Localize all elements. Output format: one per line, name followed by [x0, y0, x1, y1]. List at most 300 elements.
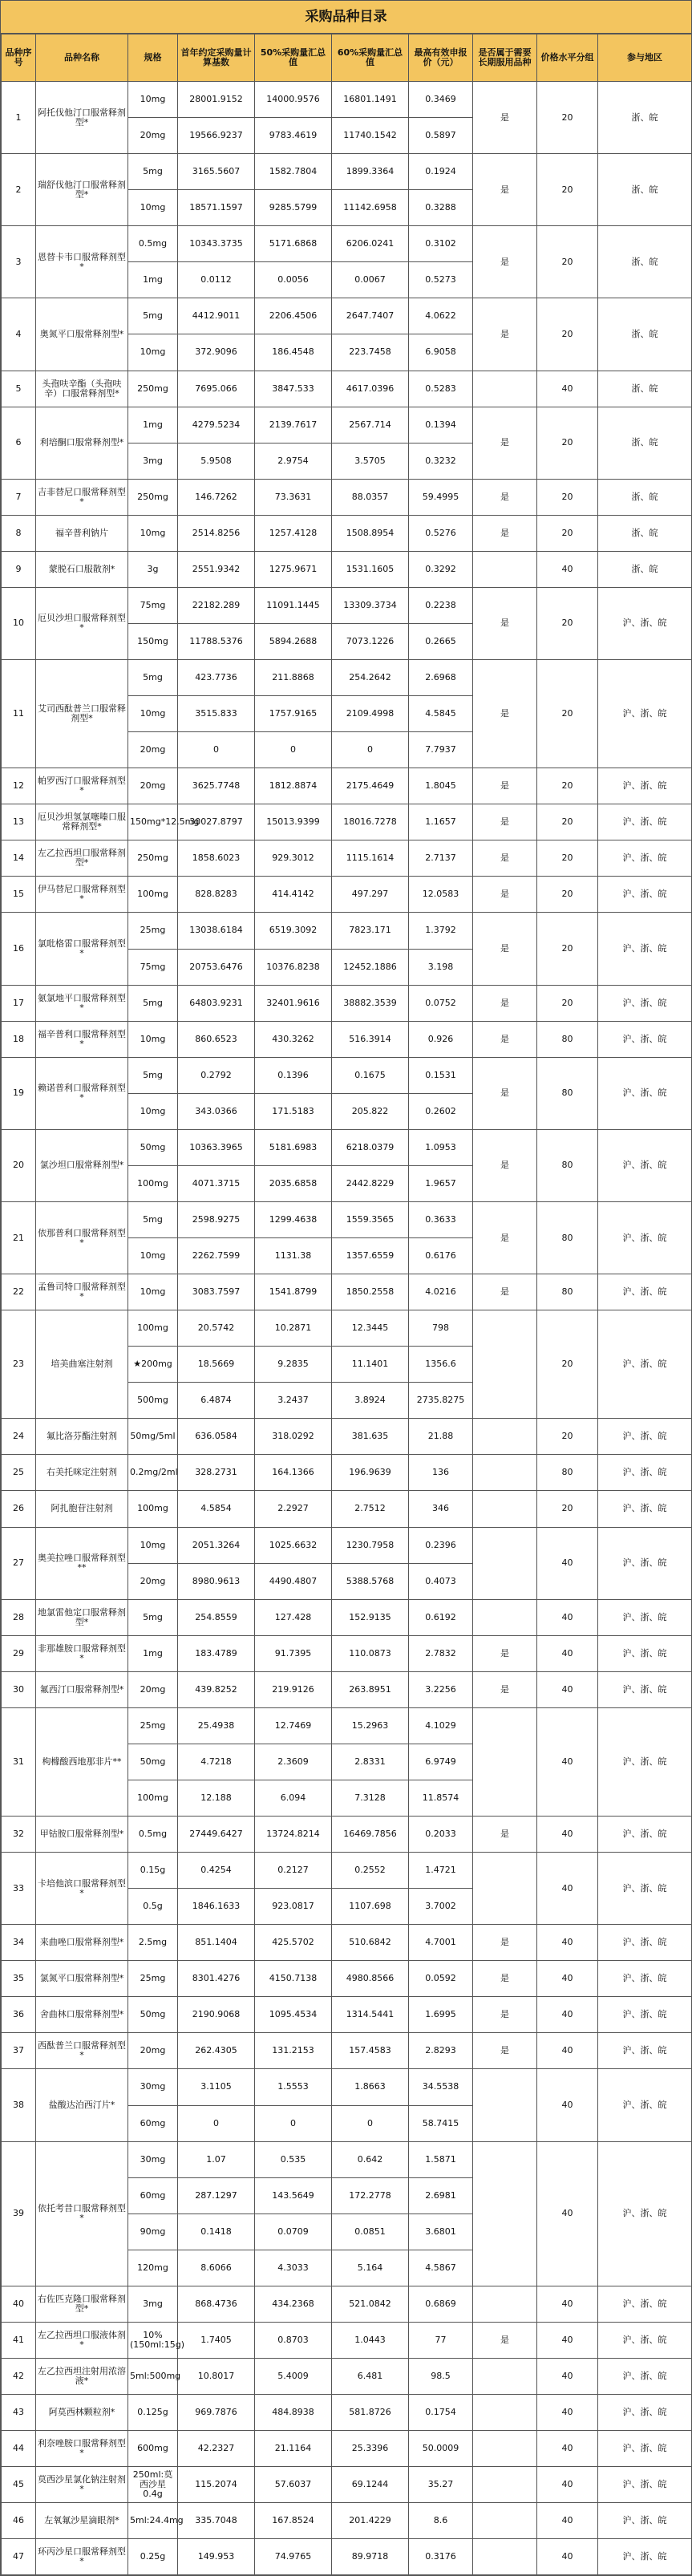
price-group: 40 — [537, 2033, 598, 2069]
product-no: 23 — [2, 1310, 36, 1419]
product-no: 21 — [2, 1201, 36, 1274]
base-quantity: 4279.5234 — [178, 407, 255, 443]
base-quantity: 8980.9613 — [178, 1563, 255, 1599]
quantity-60: 254.2642 — [332, 660, 409, 696]
product-no: 30 — [2, 1671, 36, 1707]
base-quantity: 3515.833 — [178, 696, 255, 732]
base-quantity: 18571.1597 — [178, 190, 255, 226]
spec-cell: 10mg — [128, 82, 178, 118]
product-no: 25 — [2, 1455, 36, 1491]
product-no: 11 — [2, 660, 36, 768]
spec-cell: 50mg — [128, 1997, 178, 2033]
region: 沪、浙、皖 — [598, 804, 692, 840]
max-price: 0.4073 — [409, 1563, 473, 1599]
long-term-flag: 是 — [473, 298, 537, 371]
spec-cell: 30mg — [128, 2141, 178, 2177]
long-term-flag: 是 — [473, 877, 537, 913]
product-no: 14 — [2, 840, 36, 877]
max-price: 0.926 — [409, 1021, 473, 1057]
max-price: 3.6801 — [409, 2213, 473, 2250]
max-price: 798 — [409, 1310, 473, 1347]
table-row — [2, 840, 692, 877]
base-quantity: 8301.4276 — [178, 1961, 255, 1997]
quantity-60: 11142.6958 — [332, 190, 409, 226]
long-term-flag: 是 — [473, 660, 537, 768]
table-row — [2, 804, 692, 840]
table-row — [2, 226, 692, 262]
quantity-50: 32401.9616 — [255, 985, 332, 1021]
quantity-60: 157.4583 — [332, 2033, 409, 2069]
quantity-50: 0.2127 — [255, 1853, 332, 1889]
product-name: 西酞普兰口服常释剂型* — [36, 2033, 128, 2069]
region: 沪、浙、皖 — [598, 913, 692, 985]
max-price: 4.7001 — [409, 1925, 473, 1961]
quantity-50: 434.2368 — [255, 2286, 332, 2322]
table-row — [2, 1997, 692, 2033]
region: 沪、浙、皖 — [598, 1853, 692, 1925]
price-group: 20 — [537, 1310, 598, 1419]
spec-cell: 50mg — [128, 1744, 178, 1780]
price-group: 40 — [537, 1997, 598, 2033]
max-price: 98.5 — [409, 2358, 473, 2394]
quantity-60: 4617.0396 — [332, 371, 409, 407]
quantity-60: 89.9718 — [332, 2539, 409, 2575]
product-no: 40 — [2, 2286, 36, 2322]
price-group: 40 — [537, 551, 598, 587]
price-group: 20 — [537, 840, 598, 877]
base-quantity: 42.2327 — [178, 2431, 255, 2467]
product-name: 厄贝沙坦氢氯噻嗪口服常释剂型* — [36, 804, 128, 840]
region: 沪、浙、皖 — [598, 1997, 692, 2033]
region: 浙、皖 — [598, 479, 692, 515]
max-price: 4.0216 — [409, 1274, 473, 1310]
long-term-flag — [473, 2286, 537, 2322]
region: 沪、浙、皖 — [598, 985, 692, 1021]
product-name: 吉非替尼口服常释剂型* — [36, 479, 128, 515]
region: 沪、浙、皖 — [598, 1925, 692, 1961]
max-price: 0.1531 — [409, 1057, 473, 1093]
table-row — [2, 479, 692, 515]
quantity-50: 0 — [255, 2105, 332, 2141]
quantity-50: 2139.7617 — [255, 407, 332, 443]
quantity-50: 127.428 — [255, 1599, 332, 1635]
quantity-60: 15.2963 — [332, 1707, 409, 1744]
product-name: 氯氮平口服常释剂型* — [36, 1961, 128, 1997]
region: 浙、皖 — [598, 551, 692, 587]
spec-cell: 10mg — [128, 1093, 178, 1129]
quantity-60: 38882.3539 — [332, 985, 409, 1021]
product-no: 18 — [2, 1021, 36, 1057]
quantity-60: 1850.2558 — [332, 1274, 409, 1310]
spec-cell: 500mg — [128, 1383, 178, 1419]
product-name: 培美曲塞注射剂 — [36, 1310, 128, 1419]
product-no: 39 — [2, 2141, 36, 2286]
region: 沪、浙、皖 — [598, 2467, 692, 2503]
quantity-50: 74.9765 — [255, 2539, 332, 2575]
table-row — [2, 1671, 692, 1707]
quantity-50: 91.7395 — [255, 1635, 332, 1671]
product-name: 阿托伐他汀口服常释剂型* — [36, 82, 128, 154]
max-price: 12.0583 — [409, 877, 473, 913]
quantity-50: 2.2927 — [255, 1491, 332, 1527]
table-row — [2, 2539, 692, 2575]
quantity-50: 10376.8238 — [255, 949, 332, 985]
base-quantity: 64803.9231 — [178, 985, 255, 1021]
price-group: 20 — [537, 1491, 598, 1527]
price-group: 80 — [537, 1057, 598, 1129]
spec-cell: 30mg — [128, 2069, 178, 2105]
product-no: 28 — [2, 1599, 36, 1635]
quantity-60: 88.0357 — [332, 479, 409, 515]
long-term-flag: 是 — [473, 479, 537, 515]
product-no: 16 — [2, 913, 36, 985]
max-price: 0.6869 — [409, 2286, 473, 2322]
price-group: 20 — [537, 877, 598, 913]
quantity-50: 2206.4506 — [255, 298, 332, 334]
long-term-flag — [473, 1491, 537, 1527]
spec-cell: 5mg — [128, 660, 178, 696]
long-term-flag: 是 — [473, 1129, 537, 1201]
table-row — [2, 1057, 692, 1093]
spec-cell: 5mg — [128, 1057, 178, 1093]
table-row — [2, 1707, 692, 1744]
spec-cell: 25mg — [128, 1961, 178, 1997]
region: 沪、浙、皖 — [598, 1419, 692, 1455]
max-price: 2.7832 — [409, 1635, 473, 1671]
price-group: 80 — [537, 1455, 598, 1491]
quantity-60: 1314.5441 — [332, 1997, 409, 2033]
max-price: 0.6192 — [409, 1599, 473, 1635]
spec-cell: 20mg — [128, 1671, 178, 1707]
max-price: 77 — [409, 2322, 473, 2358]
max-price: 1.8045 — [409, 768, 473, 804]
product-no: 27 — [2, 1527, 36, 1599]
max-price: 0.3232 — [409, 443, 473, 479]
product-no: 17 — [2, 985, 36, 1021]
quantity-50: 15013.9399 — [255, 804, 332, 840]
long-term-flag — [473, 1527, 537, 1599]
quantity-50: 0.0056 — [255, 262, 332, 298]
quantity-50: 0.535 — [255, 2141, 332, 2177]
price-group: 20 — [537, 587, 598, 659]
table-row — [2, 1491, 692, 1527]
long-term-flag: 是 — [473, 587, 537, 659]
base-quantity: 183.4789 — [178, 1635, 255, 1671]
long-term-flag: 是 — [473, 515, 537, 551]
product-no: 26 — [2, 1491, 36, 1527]
spec-cell: 150mg — [128, 623, 178, 659]
base-quantity: 10.8017 — [178, 2358, 255, 2394]
price-group: 20 — [537, 154, 598, 226]
max-price: 0.2602 — [409, 1093, 473, 1129]
max-price: 136 — [409, 1455, 473, 1491]
max-price: 346 — [409, 1491, 473, 1527]
max-price: 2.8293 — [409, 2033, 473, 2069]
product-no: 4 — [2, 298, 36, 371]
base-quantity: 0.4254 — [178, 1853, 255, 1889]
spec-cell: 25mg — [128, 1707, 178, 1744]
product-name: 甲钴胺口服常释剂型* — [36, 1817, 128, 1853]
max-price: 1356.6 — [409, 1347, 473, 1383]
region: 沪、浙、皖 — [598, 2503, 692, 2539]
region: 沪、浙、皖 — [598, 2539, 692, 2575]
max-price: 2.6981 — [409, 2177, 473, 2213]
quantity-50: 143.5649 — [255, 2177, 332, 2213]
quantity-50: 430.3262 — [255, 1021, 332, 1057]
quantity-50: 1257.4128 — [255, 515, 332, 551]
max-price: 0.0752 — [409, 985, 473, 1021]
long-term-flag — [473, 2539, 537, 2575]
quantity-50: 1.5553 — [255, 2069, 332, 2105]
spec-cell: 60mg — [128, 2105, 178, 2141]
product-no: 20 — [2, 1129, 36, 1201]
product-name: 帕罗西汀口服常释剂型* — [36, 768, 128, 804]
product-no: 47 — [2, 2539, 36, 2575]
base-quantity: 11788.5376 — [178, 623, 255, 659]
table-row — [2, 1129, 692, 1165]
base-quantity: 1846.1633 — [178, 1889, 255, 1925]
quantity-60: 6206.0241 — [332, 226, 409, 262]
table-row — [2, 1925, 692, 1961]
quantity-50: 5171.6868 — [255, 226, 332, 262]
base-quantity: 2190.9068 — [178, 1997, 255, 2033]
quantity-60: 510.6842 — [332, 1925, 409, 1961]
quantity-60: 1357.6559 — [332, 1238, 409, 1274]
quantity-60: 3.8924 — [332, 1383, 409, 1419]
max-price: 0.5273 — [409, 262, 473, 298]
max-price: 8.6 — [409, 2503, 473, 2539]
spec-cell: 250mg — [128, 371, 178, 407]
region: 沪、浙、皖 — [598, 2358, 692, 2394]
quantity-60: 7823.171 — [332, 913, 409, 949]
price-group: 20 — [537, 804, 598, 840]
region: 沪、浙、皖 — [598, 1635, 692, 1671]
spec-cell: 0.15g — [128, 1853, 178, 1889]
long-term-flag: 是 — [473, 1997, 537, 2033]
table-row — [2, 1274, 692, 1310]
base-quantity: 4.7218 — [178, 1744, 255, 1780]
spec-cell: 100mg — [128, 1491, 178, 1527]
price-group: 20 — [537, 660, 598, 768]
max-price: 0.1924 — [409, 154, 473, 190]
product-no: 15 — [2, 877, 36, 913]
quantity-60: 11.1401 — [332, 1347, 409, 1383]
quantity-50: 2.3609 — [255, 1744, 332, 1780]
product-no: 44 — [2, 2431, 36, 2467]
long-term-flag: 是 — [473, 154, 537, 226]
spec-cell: 5mg — [128, 1201, 178, 1237]
price-group: 40 — [537, 1853, 598, 1925]
spec-cell: 75mg — [128, 949, 178, 985]
quantity-50: 0.0709 — [255, 2213, 332, 2250]
product-name: 厄贝沙坦口服常释剂型* — [36, 587, 128, 659]
max-price: 0.0592 — [409, 1961, 473, 1997]
base-quantity: 7695.066 — [178, 371, 255, 407]
table-row — [2, 1201, 692, 1237]
spec-cell: 250mg — [128, 840, 178, 877]
product-name: 阿莫西林颗粒剂* — [36, 2395, 128, 2431]
price-group: 80 — [537, 1021, 598, 1057]
long-term-flag — [473, 1599, 537, 1635]
product-no: 22 — [2, 1274, 36, 1310]
quantity-50: 14000.9576 — [255, 82, 332, 118]
quantity-50: 2035.6858 — [255, 1165, 332, 1201]
quantity-60: 69.1244 — [332, 2467, 409, 2503]
quantity-60: 196.9639 — [332, 1455, 409, 1491]
spec-cell: 0.2mg/2ml — [128, 1455, 178, 1491]
spec-cell: 100mg — [128, 1165, 178, 1201]
quantity-60: 2.8331 — [332, 1744, 409, 1780]
spec-cell: 100mg — [128, 877, 178, 913]
price-group: 40 — [537, 2069, 598, 2141]
product-name: 莫西沙星氯化钠注射剂* — [36, 2467, 128, 2503]
price-group: 20 — [537, 913, 598, 985]
price-group: 40 — [537, 2358, 598, 2394]
spec-cell: 10mg — [128, 696, 178, 732]
base-quantity: 3625.7748 — [178, 768, 255, 804]
product-name: 环丙沙星口服常释剂型* — [36, 2539, 128, 2575]
quantity-50: 1812.8874 — [255, 768, 332, 804]
quantity-60: 1230.7958 — [332, 1527, 409, 1563]
quantity-60: 1531.1605 — [332, 551, 409, 587]
quantity-50: 131.2153 — [255, 2033, 332, 2069]
region: 沪、浙、皖 — [598, 768, 692, 804]
max-price: 1.6995 — [409, 1997, 473, 2033]
product-name: 氟西汀口服常释剂型* — [36, 1671, 128, 1707]
product-name: 伊马替尼口服常释剂型* — [36, 877, 128, 913]
base-quantity: 0.2792 — [178, 1057, 255, 1093]
price-group: 20 — [537, 985, 598, 1021]
table-row — [2, 154, 692, 190]
spec-cell: 5ml:500mg — [128, 2358, 178, 2394]
spec-cell: 2.5mg — [128, 1925, 178, 1961]
base-quantity: 1.7405 — [178, 2322, 255, 2358]
region: 沪、浙、皖 — [598, 877, 692, 913]
quantity-60: 25.3396 — [332, 2431, 409, 2467]
max-price: 11.8574 — [409, 1780, 473, 1816]
header-cell: 品种名称 — [36, 34, 128, 82]
quantity-50: 318.0292 — [255, 1419, 332, 1455]
quantity-60: 497.297 — [332, 877, 409, 913]
header-cell: 参与地区 — [598, 34, 692, 82]
product-name: 恩替卡韦口服常释剂型* — [36, 226, 128, 298]
quantity-50: 3.2437 — [255, 1383, 332, 1419]
spec-cell: 250ml:莫西沙星0.4g — [128, 2467, 178, 2503]
spec-cell: 50mg — [128, 1129, 178, 1165]
region: 沪、浙、皖 — [598, 2322, 692, 2358]
base-quantity: 28001.9152 — [178, 82, 255, 118]
max-price: 0.3633 — [409, 1201, 473, 1237]
table-row — [2, 1527, 692, 1563]
quantity-60: 11740.1542 — [332, 118, 409, 154]
quantity-50: 5894.2688 — [255, 623, 332, 659]
base-quantity: 860.6523 — [178, 1021, 255, 1057]
max-price: 3.198 — [409, 949, 473, 985]
max-price: 6.9749 — [409, 1744, 473, 1780]
region: 浙、皖 — [598, 154, 692, 226]
product-name: 赖诺普利口服常释剂型* — [36, 1057, 128, 1129]
table-row — [2, 913, 692, 949]
table-row — [2, 877, 692, 913]
table-row — [2, 2286, 692, 2322]
spec-cell: 10%(150ml:15g) — [128, 2322, 178, 2358]
quantity-60: 0 — [332, 732, 409, 768]
base-quantity: 439.8252 — [178, 1671, 255, 1707]
region: 沪、浙、皖 — [598, 2286, 692, 2322]
quantity-50: 3847.533 — [255, 371, 332, 407]
table-row — [2, 2069, 692, 2105]
base-quantity: 2598.9275 — [178, 1201, 255, 1237]
spec-cell: 250mg — [128, 479, 178, 515]
max-price: 0.5283 — [409, 371, 473, 407]
table-row — [2, 298, 692, 334]
max-price: 0.6176 — [409, 1238, 473, 1274]
spec-cell: 10mg — [128, 1527, 178, 1563]
product-name: 氨氯地平口服常释剂型* — [36, 985, 128, 1021]
region: 沪、浙、皖 — [598, 1455, 692, 1491]
header-row — [2, 34, 692, 82]
spec-cell: 5mg — [128, 985, 178, 1021]
table-row — [2, 1310, 692, 1347]
product-name: 盐酸达泊西汀片* — [36, 2069, 128, 2141]
long-term-flag: 是 — [473, 1817, 537, 1853]
price-group: 80 — [537, 1274, 598, 1310]
table-row — [2, 1455, 692, 1491]
spec-cell: 90mg — [128, 2213, 178, 2250]
price-group: 40 — [537, 2286, 598, 2322]
product-name: 左乙拉西坦注射用浓溶液* — [36, 2358, 128, 2394]
product-name: 非那雄胺口服常释剂型* — [36, 1635, 128, 1671]
base-quantity: 343.0366 — [178, 1093, 255, 1129]
base-quantity: 0.1418 — [178, 2213, 255, 2250]
table-row — [2, 1419, 692, 1455]
table-row — [2, 2322, 692, 2358]
product-no: 43 — [2, 2395, 36, 2431]
max-price: 4.5845 — [409, 696, 473, 732]
spec-cell: 10mg — [128, 334, 178, 371]
price-group: 80 — [537, 1201, 598, 1274]
long-term-flag: 是 — [473, 1057, 537, 1129]
region: 浙、皖 — [598, 226, 692, 298]
base-quantity: 20.5742 — [178, 1310, 255, 1347]
spec-cell: 60mg — [128, 2177, 178, 2213]
table-row — [2, 407, 692, 443]
long-term-flag — [473, 371, 537, 407]
quantity-50: 4490.4807 — [255, 1563, 332, 1599]
quantity-60: 152.9135 — [332, 1599, 409, 1635]
spec-cell: 20mg — [128, 1563, 178, 1599]
quantity-50: 0.8703 — [255, 2322, 332, 2358]
product-name: 奥美拉唑口服常释剂型** — [36, 1527, 128, 1599]
spec-cell: 50mg/5ml — [128, 1419, 178, 1455]
quantity-60: 2.7512 — [332, 1491, 409, 1527]
product-name: 福辛普利口服常释剂型* — [36, 1021, 128, 1057]
product-name: 阿扎胞苷注射剂 — [36, 1491, 128, 1527]
product-no: 5 — [2, 371, 36, 407]
spec-cell: 20mg — [128, 118, 178, 154]
table-row — [2, 1817, 692, 1853]
spec-cell: 3g — [128, 551, 178, 587]
price-group: 40 — [537, 2141, 598, 2286]
product-no: 29 — [2, 1635, 36, 1671]
product-name: 左氧氟沙星滴眼剂* — [36, 2503, 128, 2539]
quantity-60: 2175.4649 — [332, 768, 409, 804]
price-group: 40 — [537, 1635, 598, 1671]
price-group: 20 — [537, 479, 598, 515]
quantity-50: 1299.4638 — [255, 1201, 332, 1237]
base-quantity: 10363.3965 — [178, 1129, 255, 1165]
max-price: 0.1394 — [409, 407, 473, 443]
